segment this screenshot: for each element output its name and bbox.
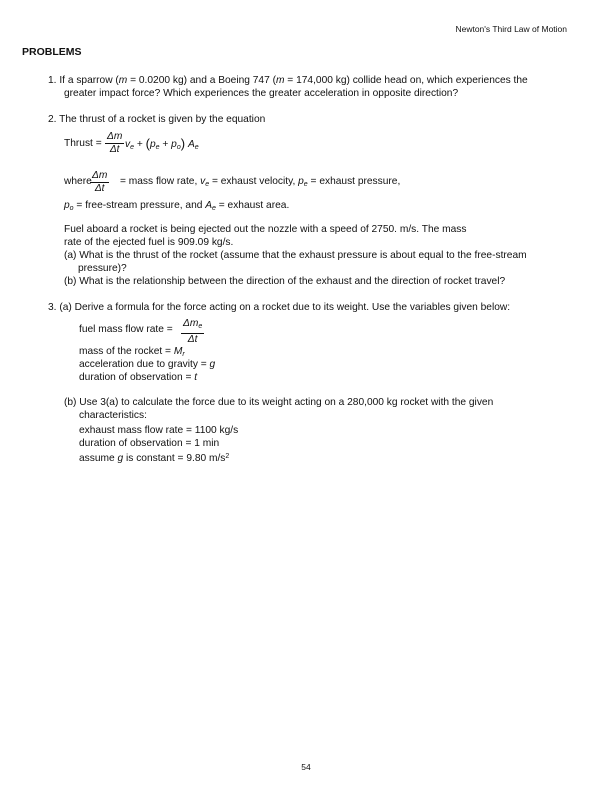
text-segment: (b) Use 3(a) to calculate the force due to its weight acting on a 280,000 kg rocket with the given: [64, 397, 494, 408]
math-variable: p: [171, 139, 177, 150]
subscript: o: [176, 144, 181, 151]
text-line: [64, 224, 466, 236]
text-line: [79, 359, 215, 371]
text-segment: duration of observation =: [79, 372, 195, 383]
text-segment: (b) What is the relationship between the direction of the exhaust and the direction of rocket travel?: [64, 276, 506, 287]
math-variable: g: [117, 453, 124, 464]
math-variable: A: [187, 139, 195, 150]
text-segment: mass of the rocket =: [79, 346, 174, 357]
math-variable: p: [64, 200, 70, 211]
text-segment: exhaust mass flow rate = 1100 kg/s: [79, 425, 239, 436]
math-variable: g: [209, 359, 216, 370]
section-title: PROBLEMS: [22, 46, 82, 58]
math-variable: M: [173, 346, 183, 357]
mass-flow-fraction: [90, 170, 109, 195]
thrust-fraction: [105, 131, 124, 156]
text-segment: characteristics:: [79, 410, 147, 421]
subscript: e: [303, 181, 308, 188]
text-segment: (a) What is the thrust of the rocket (assume that the exhaust pressure is about equal to the free-stream: [64, 250, 527, 261]
subscript: e: [194, 144, 199, 151]
numerator: [105, 131, 124, 144]
text-segment: = exhaust area.: [215, 200, 290, 211]
text-line: [48, 302, 510, 314]
text-segment: = exhaust pressure,: [307, 176, 401, 187]
subscript: e: [155, 144, 160, 151]
denominator: Δt: [94, 183, 105, 194]
math-variable: m: [118, 75, 128, 86]
text-segment: duration of observation = 1 min: [79, 438, 220, 449]
subscript: e: [130, 144, 134, 151]
math-variable: p: [149, 139, 156, 150]
page-number: 54: [301, 762, 311, 772]
text-line: [79, 410, 147, 422]
delta-m: Δm: [183, 318, 199, 329]
denominator: Δt: [109, 144, 120, 155]
text-line: [120, 176, 400, 191]
text-segment: +: [159, 139, 172, 150]
text-line: [64, 176, 92, 188]
delta-m: Δm: [92, 170, 108, 181]
text-segment: Thrust =: [64, 138, 102, 149]
text-line: [79, 324, 173, 336]
running-header: Newton's Third Law of Motion: [455, 24, 567, 34]
subscript: r: [182, 351, 185, 358]
text-line: [64, 250, 527, 262]
text-line: [79, 425, 238, 437]
math-variable: p: [298, 176, 304, 187]
text-line: [64, 276, 505, 288]
text-line: [79, 438, 219, 450]
text-segment: pressure)?: [78, 263, 127, 274]
text-segment: +: [134, 139, 146, 150]
math-variable: A: [205, 200, 213, 211]
subscript: o: [69, 205, 74, 212]
text-segment: ): [180, 136, 186, 151]
text-segment: = 0.0200 kg) and a Boeing 747 (: [127, 75, 276, 86]
text-segment: 1. If a sparrow (: [48, 75, 119, 86]
subscript: e: [205, 181, 210, 188]
text-segment: = 174,000 kg) collide head on, which experiences the: [284, 75, 528, 86]
text-line: [64, 88, 458, 100]
text-segment: = free-stream pressure, and: [73, 200, 206, 211]
text-segment: (: [145, 136, 150, 151]
subscript: e: [212, 205, 216, 212]
numerator: [90, 170, 109, 183]
text-line: [78, 263, 127, 275]
text-line: [79, 451, 229, 465]
text-segment: acceleration due to gravity =: [79, 359, 210, 370]
text-line: [125, 138, 199, 154]
text-segment: = exhaust velocity,: [209, 176, 299, 187]
text-line: [79, 372, 197, 384]
text-line: [64, 138, 102, 150]
text-line: [64, 200, 289, 215]
delta-m: Δm: [107, 131, 123, 142]
text-line: [64, 237, 233, 249]
subscript: e: [198, 323, 203, 330]
text-segment: = mass flow rate,: [120, 176, 201, 187]
text-segment: where: [64, 176, 92, 187]
text-segment: 2. The thrust of a rocket is given by the equation: [48, 114, 266, 125]
text-segment: greater impact force? Which experiences the greater acceleration in opposite direction?: [64, 88, 459, 99]
text-segment: assume: [79, 453, 118, 464]
superscript: 2: [225, 453, 230, 460]
text-line: [64, 397, 493, 409]
fuel-flow-fraction: [181, 318, 204, 346]
denominator: Δt: [187, 334, 198, 345]
text-segment: fuel mass flow rate =: [79, 324, 173, 335]
math-variable: m: [275, 75, 285, 86]
text-segment: is constant = 9.80 m/s: [123, 453, 226, 464]
text-segment: Fuel aboard a rocket is being ejected out the nozzle with a speed of 2750. m/s. The mass: [64, 224, 467, 235]
text-segment: rate of the ejected fuel is 909.09 kg/s.: [64, 237, 234, 248]
math-variable: t: [194, 372, 198, 383]
text-segment: 3. (a) Derive a formula for the force acting on a rocket due to its weight. Use the variables given below:: [48, 302, 511, 313]
math-variable: v: [125, 139, 131, 150]
numerator: [181, 318, 204, 334]
text-line: [48, 114, 265, 126]
math-variable: v: [200, 176, 206, 187]
text-line: [48, 75, 528, 87]
